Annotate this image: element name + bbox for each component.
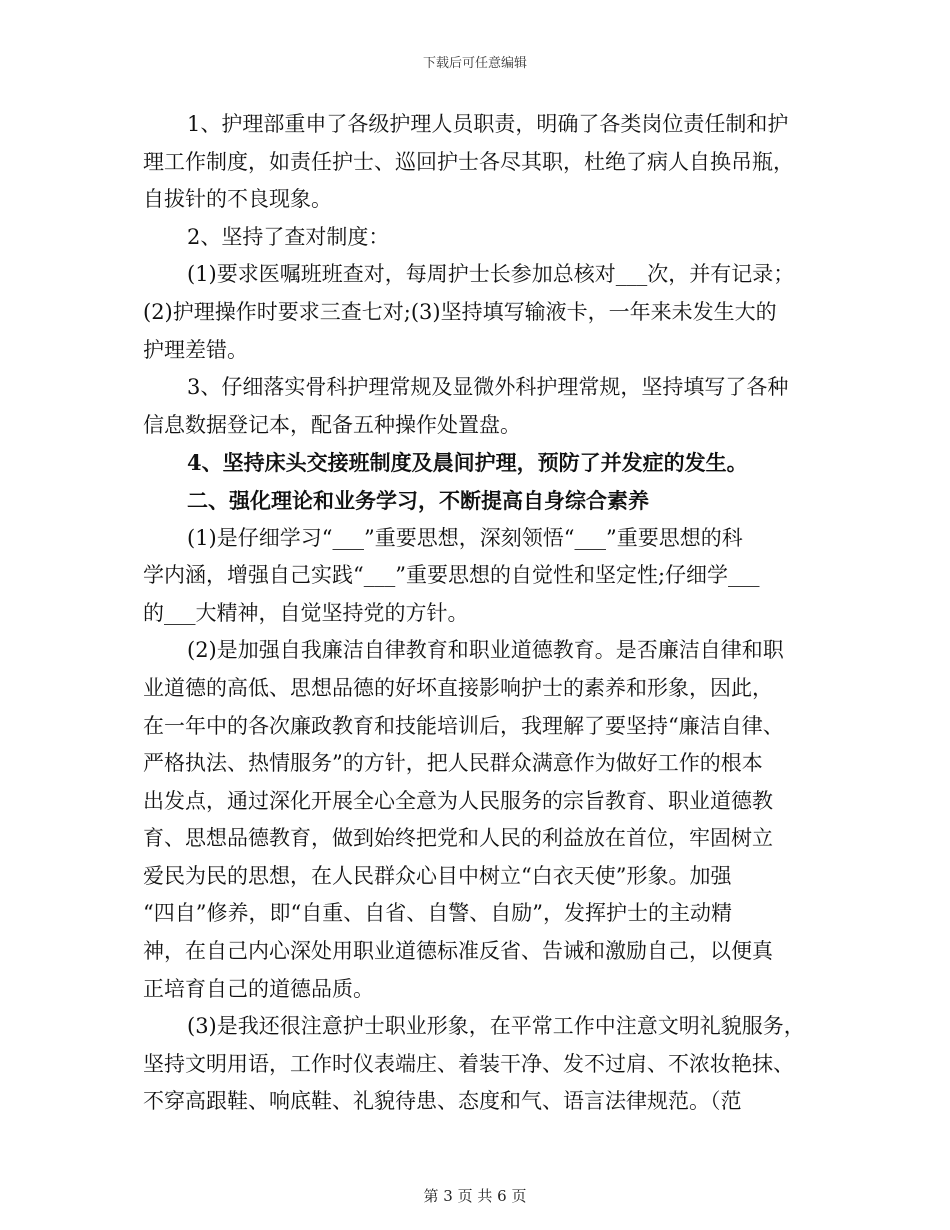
text-line: 坚持文明用语，工作时仪表端庄、着装干净、发不过肩、不浓妆艳抹、 [143, 1051, 794, 1076]
text-line: 学内涵，增强自己实践“___”重要思想的自觉性和坚定性;仔细学___ [143, 563, 760, 588]
text-line: (2)护理操作时要求三查七对;(3)坚持填写输液卡，一年来未发生大的 [143, 299, 777, 324]
text-line: 严格执法、热情服务”的方针，把人民群众满意作为做好工作的根本 [143, 751, 763, 776]
page-header: 下载后可任意编辑 [422, 56, 527, 71]
text-line: (3)是我还很注意护士职业形象，在平常工作中注意文明礼貌服务， [187, 1014, 805, 1039]
text-line: “四自”修养，即“自重、自省、自警、自励”，发挥护士的主动精 [143, 901, 732, 926]
text-line: (1)要求医嘱班班查对，每周护士长参加总核对___次，并有记录； [187, 262, 795, 287]
text-line: 3、仔细落实骨科护理常规及显微外科护理常规，坚持填写了各种 [187, 375, 789, 400]
page-footer: 第 3 页 共 6 页 [423, 1187, 527, 1205]
text-line: (2)是加强自我廉洁自律教育和职业道德教育。是否廉洁自律和职 [187, 638, 784, 663]
text-line: 育、思想品德教育，做到始终把党和人民的利益放在首位，牢固树立 [143, 826, 773, 851]
text-line: 神，在自己内心深处用职业道德标准反省、告诫和激励自己，以便真 [143, 939, 773, 964]
text-line: 自拔针的不良现象。 [143, 187, 332, 212]
text-line: 的___大精神，自觉坚持党的方针。 [143, 600, 469, 625]
text-line: (1)是仔细学习“___”重要思想，深刻领悟“___”重要思想的科 [187, 525, 743, 550]
text-line: 理工作制度，如责任护士、巡回护士各尽其职，杜绝了病人自换吊瓶， [143, 149, 794, 174]
document-body [143, 106, 813, 1121]
text-line: 二、强化理论和业务学习，不断提高自身综合素养 [187, 487, 649, 513]
text-line: 正培育自己的道德品质。 [143, 976, 374, 1001]
text-line: 信息数据登记本，配备五种操作处置盘。 [143, 412, 521, 437]
text-line: 1、护理部重申了各级护理人员职责，明确了各类岗位责任制和护 [187, 112, 789, 136]
text-line: 在一年中的各次廉政教育和技能培训后，我理解了要坚持“廉洁自律、 [143, 713, 784, 738]
text-line: 2、坚持了查对制度： [187, 224, 390, 249]
text-line: 护理差错。 [143, 337, 248, 362]
text-line: 不穿高跟鞋、响底鞋、礼貌待患、态度和气、语言法律规范。（范 [143, 1089, 742, 1114]
text-line: 出发点，通过深化开展全心全意为人民服务的宗旨教育、职业道德教 [143, 788, 773, 813]
text-line: 爱民为民的思想，在人民群众心目中树立“白衣天使”形象。加强 [143, 863, 732, 888]
text-line: 业道德的高低、思想品德的好坏直接影响护士的素养和形象，因此， [143, 675, 773, 700]
text-line: 4、坚持床头交接班制度及晨间护理，预防了并发症的发生。 [187, 450, 748, 476]
